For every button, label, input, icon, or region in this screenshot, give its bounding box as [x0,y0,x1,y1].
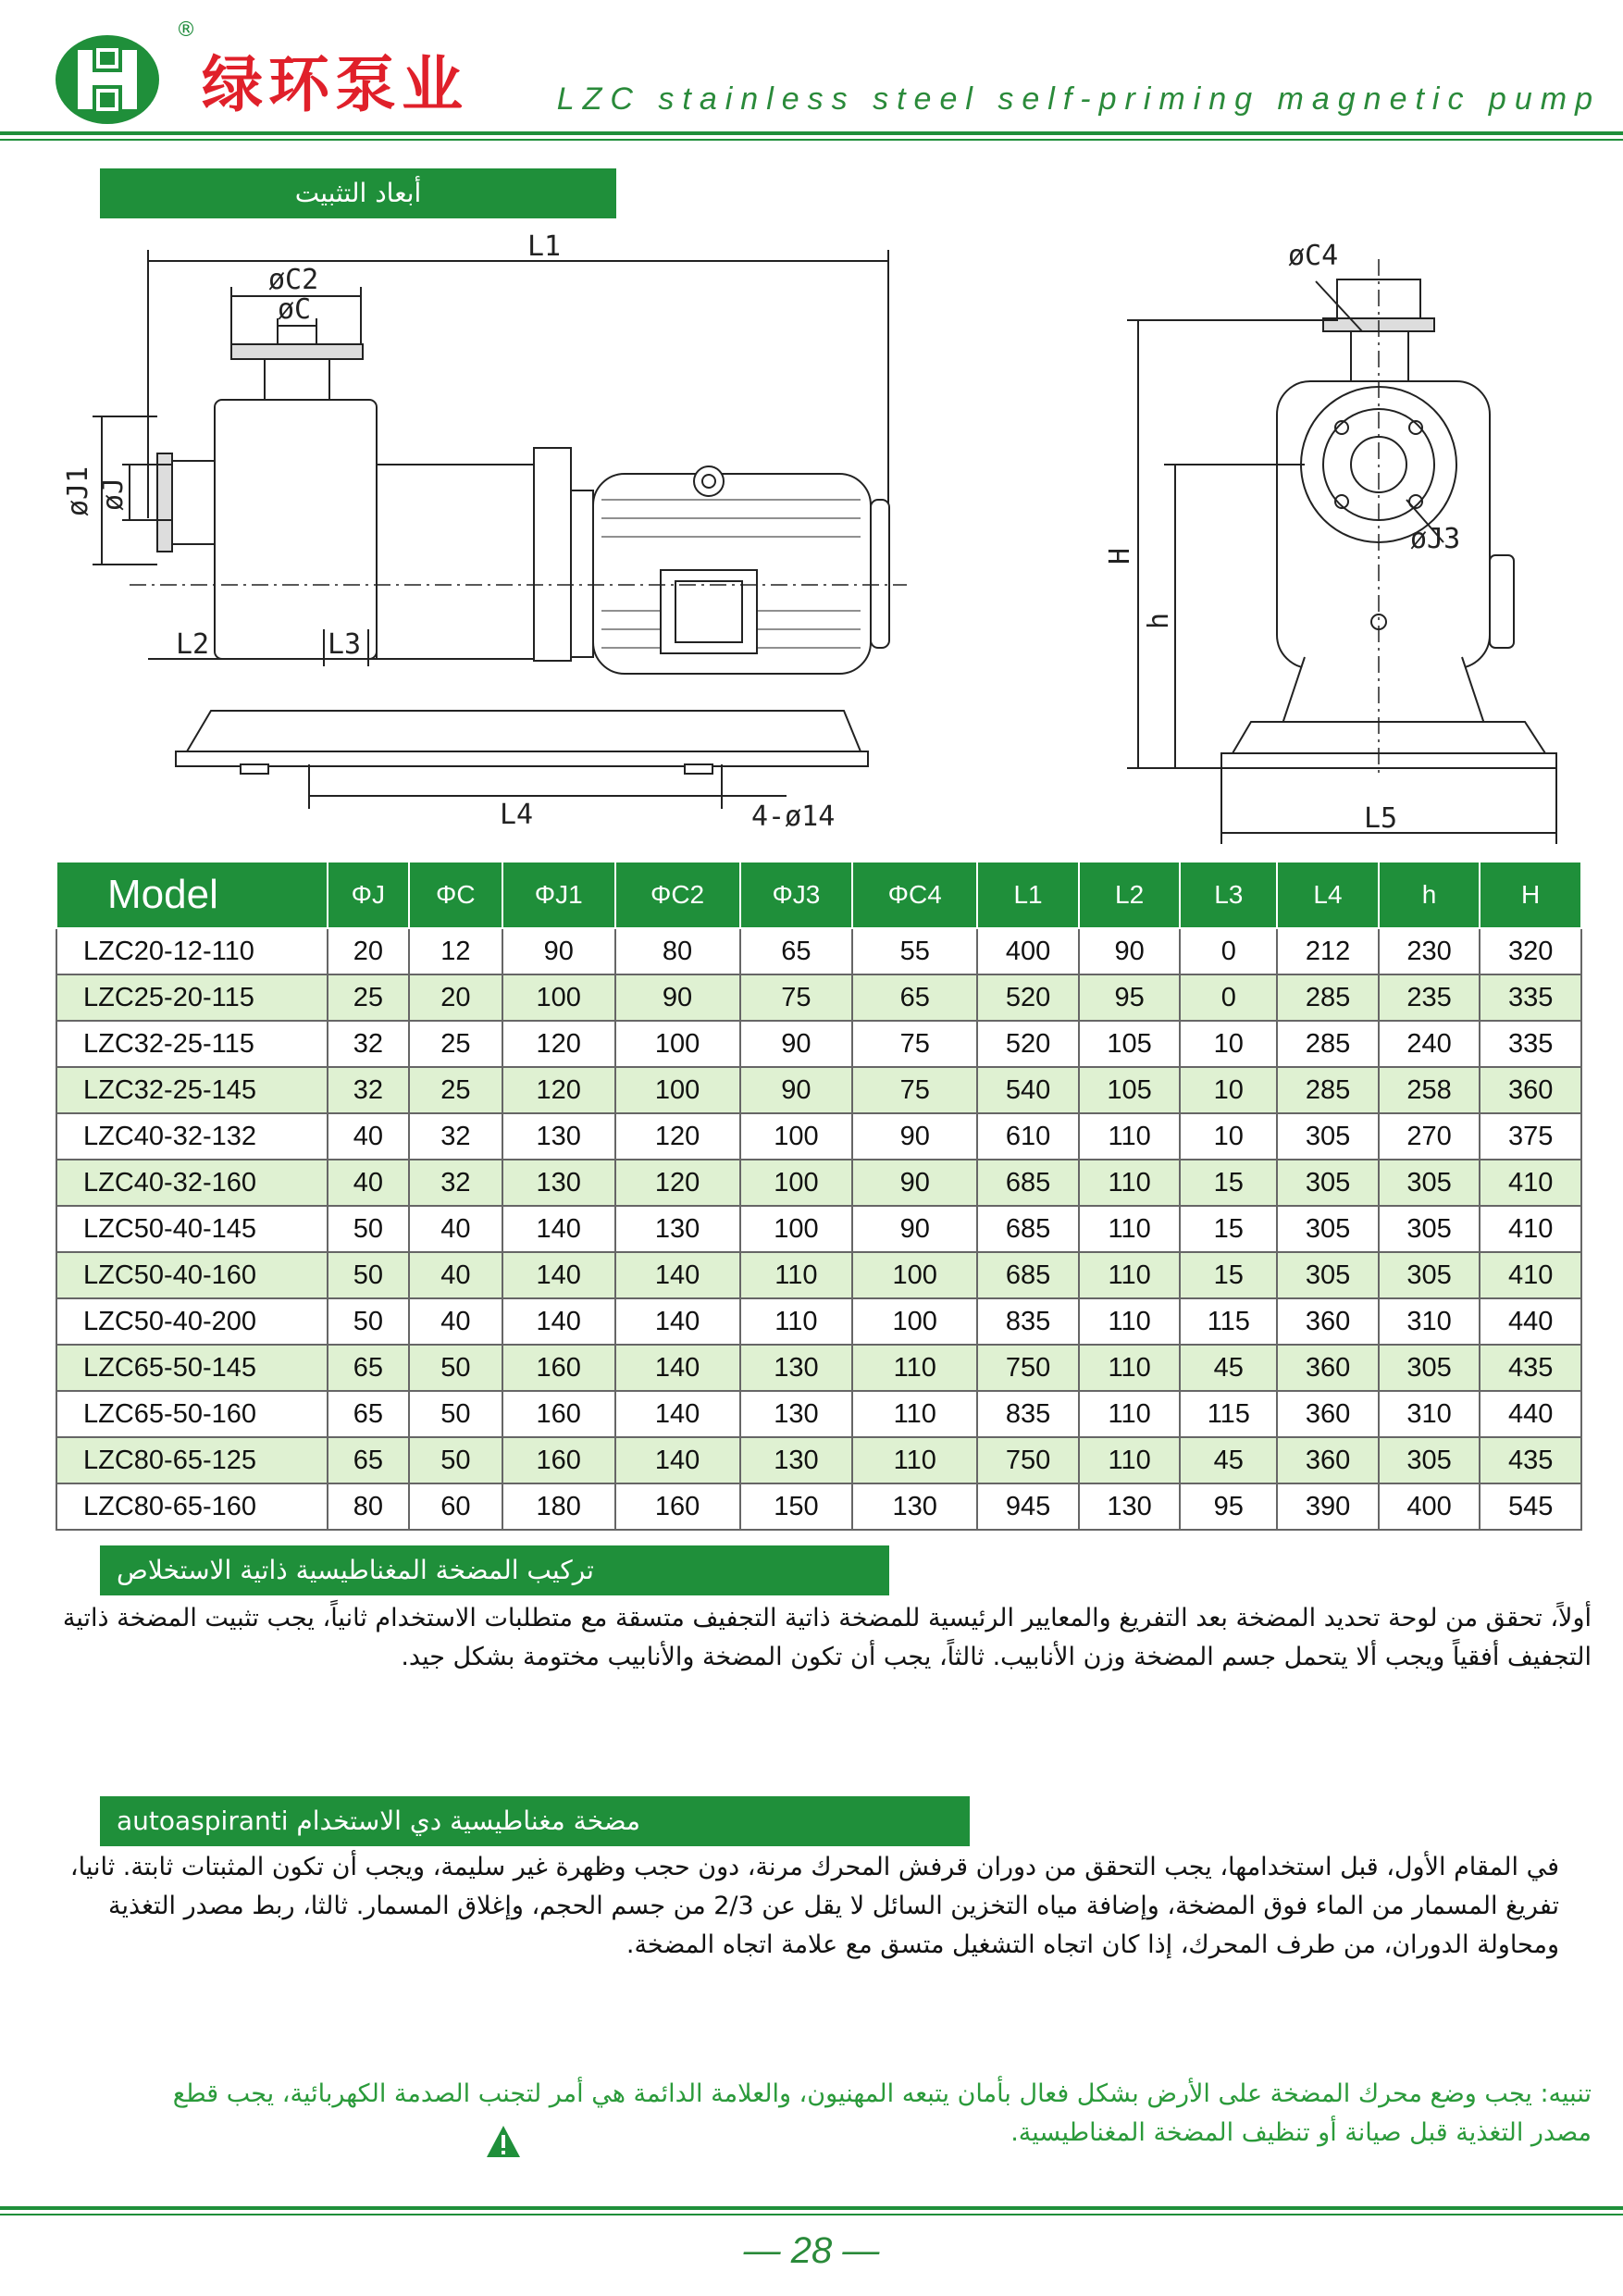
pump-dimension-drawing [46,222,1582,851]
value-cell: 90 [615,974,740,1021]
value-cell: 160 [502,1391,615,1437]
brand-logo [54,33,161,126]
value-cell: 110 [852,1437,977,1483]
value-cell: 305 [1379,1437,1481,1483]
value-cell: 240 [1379,1021,1481,1067]
value-cell: 55 [852,928,977,974]
value-cell: 75 [852,1067,977,1113]
model-cell: LZC50-40-200 [56,1298,328,1345]
value-cell: 360 [1277,1391,1379,1437]
table-header-row [56,862,1581,928]
value-cell: 285 [1277,1067,1379,1113]
value-cell: 110 [852,1391,977,1437]
value-cell: 685 [977,1252,1079,1298]
value-cell: 90 [852,1113,977,1160]
value-cell: 305 [1379,1345,1481,1391]
value-cell: 305 [1277,1160,1379,1206]
value-cell: 435 [1480,1345,1581,1391]
value-cell: 120 [615,1160,740,1206]
value-cell: 110 [1079,1252,1181,1298]
value-cell: 120 [615,1113,740,1160]
value-cell: 160 [502,1345,615,1391]
table-row [56,1391,1581,1437]
value-cell: 50 [328,1252,409,1298]
value-cell: 12 [409,928,502,974]
value-cell: 100 [852,1252,977,1298]
value-cell: 160 [502,1437,615,1483]
value-cell: 140 [615,1298,740,1345]
value-cell: 235 [1379,974,1481,1021]
table-row [56,1206,1581,1252]
value-cell: 40 [409,1252,502,1298]
value-cell: 130 [502,1160,615,1206]
value-cell: 0 [1180,974,1277,1021]
value-cell: 15 [1180,1252,1277,1298]
table-row [56,1067,1581,1113]
value-cell: 32 [409,1160,502,1206]
header-cell: ΦC [409,862,502,928]
value-cell: 32 [409,1113,502,1160]
value-cell: 50 [409,1391,502,1437]
table-row [56,928,1581,974]
header-cell: L2 [1079,862,1181,928]
value-cell: 130 [852,1483,977,1530]
value-cell: 360 [1277,1298,1379,1345]
value-cell: 285 [1277,1021,1379,1067]
label-h-upper: H [1104,547,1136,565]
table-row [56,1483,1581,1530]
model-cell: LZC40-32-132 [56,1113,328,1160]
value-cell: 410 [1480,1160,1581,1206]
label-l1: L1 [527,230,562,263]
value-cell: 80 [615,928,740,974]
value-cell: 130 [740,1437,853,1483]
value-cell: 440 [1480,1391,1581,1437]
footer-rule [0,2206,1623,2210]
value-cell: 140 [615,1437,740,1483]
usage-paragraph: في المقام الأول، قبل استخدامها، يجب التحقق من دوران قرفش المحرك مرنة، دون حجب وظهرة غير سليمة، ويجب أن تكون المثبتات ثابتة. ثانيا، تفريغ المسمار من الماء فوق المضخة، وإضافة مياه التخزين السائل لا يقل عن 2/3 من جسم الحجم، وإغلاق المسمار. ثالثا، ربط مصدر التغذية ومحاولة الدوران، من طرف المحرك، إذا كان اتجاه التشغيل متسق مع علامة اتجاه المضخة. [69,1853,1559,1959]
value-cell: 25 [409,1021,502,1067]
value-cell: 105 [1079,1021,1181,1067]
model-cell: LZC32-25-115 [56,1021,328,1067]
label-j3: øJ3 [1410,523,1461,555]
value-cell: 140 [615,1345,740,1391]
value-cell: 305 [1379,1160,1481,1206]
label-holes: 4-ø14 [751,800,836,833]
header-cell: ΦJ1 [502,862,615,928]
label-j: øJ [97,477,130,511]
value-cell: 60 [409,1483,502,1530]
value-cell: 20 [328,928,409,974]
header-cell: h [1379,862,1481,928]
value-cell: 305 [1277,1252,1379,1298]
value-cell: 10 [1180,1113,1277,1160]
page-number: — 28 — [743,2230,880,2271]
value-cell: 110 [1079,1391,1181,1437]
value-cell: 160 [615,1483,740,1530]
value-cell: 110 [1079,1345,1181,1391]
value-cell: 835 [977,1391,1079,1437]
value-cell: 305 [1379,1252,1481,1298]
value-cell: 150 [740,1483,853,1530]
value-cell: 110 [740,1252,853,1298]
value-cell: 285 [1277,974,1379,1021]
model-cell: LZC65-50-160 [56,1391,328,1437]
value-cell: 65 [328,1437,409,1483]
value-cell: 140 [615,1391,740,1437]
install-section-title: تركيب المضخة المغناطيسية ذاتية الاستخلاص [100,1545,889,1595]
header-cell: ΦC2 [615,862,740,928]
value-cell: 25 [328,974,409,1021]
brand-name: 绿环泵业 [202,48,468,120]
value-cell: 750 [977,1437,1079,1483]
table-row [56,1252,1581,1298]
table-row [56,1021,1581,1067]
value-cell: 50 [328,1298,409,1345]
value-cell: 130 [740,1345,853,1391]
warning-paragraph: تنبيه: يجب وضع محرك المضخة على الأرض بشكل فعال بأمان يتبعه المهنيون، والعلامة الدائمة هي أمر لتجنب الصدمة الكهربائية، يجب قطع مصدر التغذية قبل صيانة أو تنظيف المضخة المغناطيسية. [172,2079,1592,2147]
label-l4: L4 [500,799,534,831]
table-row [56,1437,1581,1483]
value-cell: 100 [740,1206,853,1252]
value-cell: 360 [1277,1345,1379,1391]
value-cell: 130 [615,1206,740,1252]
value-cell: 32 [328,1067,409,1113]
footer-rule-thin [0,2214,1623,2215]
value-cell: 45 [1180,1437,1277,1483]
value-cell: 375 [1480,1113,1581,1160]
value-cell: 90 [740,1021,853,1067]
header-rule-thin [0,139,1623,141]
value-cell: 945 [977,1483,1079,1530]
header-model: Model [56,862,328,928]
model-cell: LZC32-25-145 [56,1067,328,1113]
value-cell: 100 [740,1160,853,1206]
value-cell: 115 [1180,1391,1277,1437]
value-cell: 360 [1277,1437,1379,1483]
value-cell: 50 [409,1437,502,1483]
value-cell: 75 [740,974,853,1021]
value-cell: 310 [1379,1298,1481,1345]
value-cell: 65 [328,1391,409,1437]
table-body [56,928,1581,1530]
value-cell: 140 [502,1206,615,1252]
value-cell: 835 [977,1298,1079,1345]
value-cell: 32 [328,1021,409,1067]
label-c4: øC4 [1288,240,1339,272]
value-cell: 320 [1480,928,1581,974]
label-h-lower: h [1143,612,1175,629]
registered-mark: ® [176,19,196,42]
value-cell: 258 [1379,1067,1481,1113]
label-l3: L3 [328,628,362,661]
value-cell: 40 [409,1298,502,1345]
value-cell: 120 [502,1021,615,1067]
value-cell: 40 [409,1206,502,1252]
value-cell: 15 [1180,1206,1277,1252]
value-cell: 100 [502,974,615,1021]
value-cell: 50 [409,1345,502,1391]
value-cell: 115 [1180,1298,1277,1345]
value-cell: 90 [502,928,615,974]
value-cell: 180 [502,1483,615,1530]
model-cell: LZC20-12-110 [56,928,328,974]
value-cell: 110 [1079,1437,1181,1483]
table-row [56,1298,1581,1345]
value-cell: 390 [1277,1483,1379,1530]
value-cell: 140 [502,1252,615,1298]
value-cell: 110 [1079,1113,1181,1160]
value-cell: 40 [328,1113,409,1160]
header-cell: H [1480,862,1581,928]
value-cell: 410 [1480,1206,1581,1252]
model-cell: LZC40-32-160 [56,1160,328,1206]
value-cell: 520 [977,974,1079,1021]
value-cell: 10 [1180,1021,1277,1067]
model-cell: LZC50-40-145 [56,1206,328,1252]
dimensions-section-title: أبعاد التثبيت [100,168,616,218]
header-cell: ΦJ [328,862,409,928]
value-cell: 140 [615,1252,740,1298]
value-cell: 305 [1277,1206,1379,1252]
value-cell: 95 [1180,1483,1277,1530]
warning-triangle-icon [485,2124,522,2159]
value-cell: 410 [1480,1252,1581,1298]
value-cell: 685 [977,1160,1079,1206]
value-cell: 65 [852,974,977,1021]
header-cell: ΦC4 [852,862,977,928]
value-cell: 130 [1079,1483,1181,1530]
header-cell: L3 [1180,862,1277,928]
value-cell: 80 [328,1483,409,1530]
value-cell: 45 [1180,1345,1277,1391]
table-row [56,1113,1581,1160]
value-cell: 110 [740,1298,853,1345]
value-cell: 685 [977,1206,1079,1252]
value-cell: 270 [1379,1113,1481,1160]
value-cell: 212 [1277,928,1379,974]
table-row [56,974,1581,1021]
value-cell: 310 [1379,1391,1481,1437]
label-c: øC [278,293,312,326]
value-cell: 95 [1079,974,1181,1021]
value-cell: 100 [615,1021,740,1067]
value-cell: 110 [1079,1298,1181,1345]
table-row [56,1345,1581,1391]
value-cell: 520 [977,1021,1079,1067]
header-rule [0,131,1623,135]
value-cell: 540 [977,1067,1079,1113]
value-cell: 65 [740,928,853,974]
value-cell: 105 [1079,1067,1181,1113]
value-cell: 100 [615,1067,740,1113]
model-cell: LZC80-65-160 [56,1483,328,1530]
value-cell: 110 [1079,1160,1181,1206]
value-cell: 545 [1480,1483,1581,1530]
value-cell: 110 [1079,1206,1181,1252]
value-cell: 400 [977,928,1079,974]
table-row [56,1160,1581,1206]
value-cell: 0 [1180,928,1277,974]
value-cell: 50 [328,1206,409,1252]
value-cell: 130 [502,1113,615,1160]
value-cell: 40 [328,1160,409,1206]
document-subtitle: LZC stainless steel self-priming magnetic pump [556,81,1601,117]
value-cell: 335 [1480,974,1581,1021]
value-cell: 110 [852,1345,977,1391]
header-cell: ΦJ3 [740,862,853,928]
value-cell: 90 [1079,928,1181,974]
value-cell: 65 [328,1345,409,1391]
value-cell: 305 [1379,1206,1481,1252]
label-c2: øC2 [268,264,319,296]
value-cell: 305 [1277,1113,1379,1160]
value-cell: 435 [1480,1437,1581,1483]
value-cell: 230 [1379,928,1481,974]
value-cell: 10 [1180,1067,1277,1113]
label-l2: L2 [176,628,210,661]
label-j1: øJ1 [62,465,94,516]
value-cell: 130 [740,1391,853,1437]
value-cell: 25 [409,1067,502,1113]
value-cell: 120 [502,1067,615,1113]
dimension-table [56,861,1582,1531]
header-cell: L1 [977,862,1079,928]
usage-section-title: autoaspiranti مضخة مغناطيسية دي الاستخدام [100,1796,970,1846]
value-cell: 90 [852,1160,977,1206]
value-cell: 400 [1379,1483,1481,1530]
model-cell: LZC65-50-145 [56,1345,328,1391]
model-cell: LZC80-65-125 [56,1437,328,1483]
label-l5: L5 [1364,802,1398,835]
value-cell: 140 [502,1298,615,1345]
value-cell: 100 [740,1113,853,1160]
value-cell: 75 [852,1021,977,1067]
value-cell: 750 [977,1345,1079,1391]
model-cell: LZC50-40-160 [56,1252,328,1298]
value-cell: 335 [1480,1021,1581,1067]
value-cell: 20 [409,974,502,1021]
value-cell: 360 [1480,1067,1581,1113]
value-cell: 90 [852,1206,977,1252]
value-cell: 90 [740,1067,853,1113]
install-paragraph: أولاً، تحقق من لوحة تحديد المضخة بعد التفريغ والمعايير الرئيسية للمضخة ذاتية التجفيف متسقة مع متطلبات الاستخدام ثانياً، يجب تثبيت المضخة ذاتية التجفيف أفقياً ويجب ألا يتحمل جسم المضخة وزن الأنابيب. ثالثاً، يجب أن تكون المضخة والأنابيب مختومة بشكل جيد. [62,1604,1592,1671]
value-cell: 610 [977,1113,1079,1160]
header-cell: L4 [1277,862,1379,928]
value-cell: 440 [1480,1298,1581,1345]
value-cell: 15 [1180,1160,1277,1206]
value-cell: 100 [852,1298,977,1345]
model-cell: LZC25-20-115 [56,974,328,1021]
